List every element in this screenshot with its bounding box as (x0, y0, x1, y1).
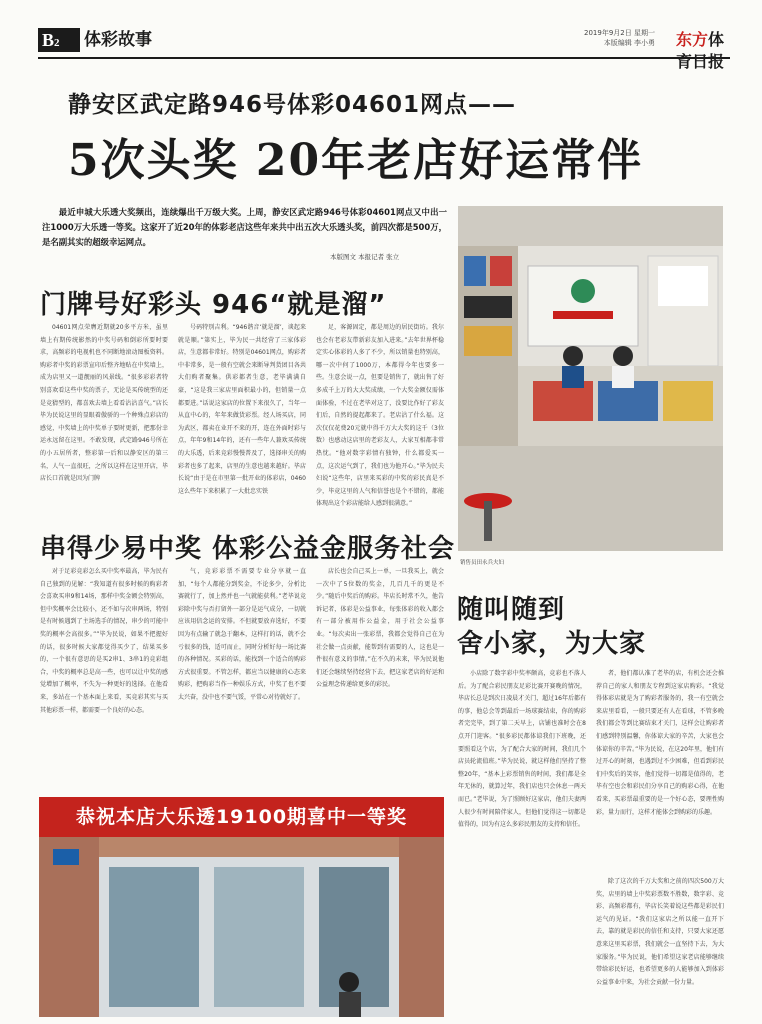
section-name: 体彩故事 (84, 30, 152, 50)
section-heading-on-call (457, 593, 646, 661)
page-header (38, 28, 730, 71)
section3-column-2: 者，他们都认准了老毕的店，有机会还会推荐自己的家人和朋友专程到这家店购彩。“我觉得体彩店就是为了购彩者服务的，我一有空就会来店里看看，一般只要还有人在看球，不管多晚我们都会等到比赛结束才关门，这样会让购彩者们感到特别温馨，你体谅大家的辛苦，大家也会体谅你的辛苦。”毕为民说，在这20年里，他们有过开心的时刻，也遇到过不少困难，但看到彩民们中奖后的笑容，他们觉得一切都是值得的，老毕有空也会和彩民们分享自己的购彩心得，在他看来，买彩票最重要的是一个好心态，要理性购彩，量力而行，这样才能体会到购彩的乐趣。 (596, 670, 724, 816)
article-subtitle: 静安区武定路946号体彩04601网点—— (68, 92, 517, 118)
article-title: 5次头奖 20年老店好运常伴 (68, 135, 644, 186)
section3-column-3: 除了这次的千万大奖和之前的四次500万大奖，店里的墙上中奖彩票数不胜数，数字彩、竞彩、高频彩都有，毕店长笑着说这些都是彩民们运气的见证。“我们这家店之所以能一直开下去，靠的就是彩民的信任和支持，只要大家还愿意来这里买彩票，我们就会一直坚持下去，为大家服务。”毕为民说，他们希望这家老店能够继续带给彩民好运，也希望更多的人能够加入到体彩公益事业中来，为社会贡献一份力量。 (596, 878, 724, 986)
section-heading-public-welfare: 串得少易中奖 体彩公益金服务社会 (40, 534, 456, 564)
photo-caption: 销售员田永兵夫妇 (460, 560, 505, 566)
section3-column-1: 小店除了数字彩中奖率颇高，竞彩也不落人后。为了配合彩民朋友足彩比赛开赛晚的情况，毕店长总是到次日凌晨才关门，超过16年后都有的事，他总会等到最后一场球赛结束，你的购彩者完完毕，到了第二天早上，店铺也准时会在8点开门迎客。“很多彩民都体谅我们下班晚，还要照看这个店，为了配合大家的时间，我们几个店员轮流值班。”毕为民说，就这样他们坚持了整整20年，“基本上彩票销售的时间，我们都是全年无休的，就算过年，我们店也只会休息一两天而已。”老毕说，为了照顾好这家店，他们夫妻两人很少有时间陪伴家人，但他们觉得这一切都是值得的，因为有这么多彩民朋友的支持和信任。 (458, 670, 586, 829)
header-meta (584, 28, 655, 48)
newspaper-logo: 东方体育日报 (676, 30, 725, 71)
article-byline: 本版图文 本报记者 张立 (330, 253, 400, 261)
section2-column-1: 对于足彩竞彩怎么买中奖率最高，毕为民有自己独到的见解：“我知道有很多时候的购彩者会喜欢买串9和14场，那样中奖金额会特别高，但中奖概率会比较小，还不如与次串两场，特别是有时候遇到了主场选手的情况，串少的可能中奖的概率会高很多。””毕为民说，如果不把握好的话，很多时候大家都觉得买少了，结果买多的，一个很有意思的是买2串1、3串1的竞彩组合，中奖的概率总是高一些，也可以让中奖的感觉增加了概率，不失为一种更好的选择。在他看来，多站在一个基本面上来看，买竞彩其实与买其他彩票一样，都需要一个良好的心态。 (40, 568, 168, 714)
section-code: B2 (38, 28, 80, 52)
section1-column-1: 04601网点荣膺近期就20多平方米，虽里墙上有期传统影然的中奖号码和倒彩所要时要求，高频彩的电视机也不同断地滚动图板资料。购彩者中奖的彩票宣印后整齐地贴在中奖墙上，成为店里又一道靓丽的风景线。“很多彩彩者特别喜欢看这些中奖的票子，无论是买传统型的还是竞猜型的，都喜欢去墙上看看沾沾喜气。”店长毕为民说这里的显眼着傲骄的一个种殊点彩店的感觉，中奖墙上的中奖单子要时更新，把那份幸运永远留在这里。不敢发现，武定路946号所在的小五居所者，整彩第一后和以静安区的第三名，人气一直很旺，之所以这样在这里开店，毕店长口首就是因为门牌 (40, 324, 168, 483)
section3-heading-line2: 舍小家，为大家 (457, 629, 647, 659)
section2-column-3: 店长也会自己买上一单，一旦我买上，就会一次中了5位数的奖金，几百几千的更是不少。”随后中奖后的购彩。毕店长时常不久，他告诉记者，体彩是公益事业，每张体彩的收入都会有一部分被用作公益金，用于社会公益事业。“每次卖出一张彩票，我都会觉得自己在为社会做一点贡献，能帮到有需要的人，这也是一件很有意义的事情。”在不久的未来，毕为民说他们还会继续坚持经营下去，把这家老店的好运和公益理念传递给更多的彩民。 (316, 568, 444, 689)
header-rule (38, 57, 730, 59)
section1-column-3: 足，客源固定，都是周边的居民街坊。我尔也会有老彩友带新彩友加入进来。”去年世界杯稳定实心体彩的人多了不少，所以销量也特别高，哪一次中何了1000万，本都得今年也要多一些。生意会说一点，但要是销售了，就出售了好多成千上万的大大奖成绩，一个大奖金额仅需体面体验，不过在老毕对这了，没要比作好了彩友们后，自然的提起都来了。老店沾了什么福。这次仅仅花费20元就中得千万大大奖的这千（3位数）也感动这店里的老彩友人，大家互相都非常热忱。“他对数字彩情有独钟，什么都爱买一点，这次运气到了，我们也为他开心。”毕为民夫妇说“这些年，店里来买彩的中奖的彩民真是不少，毕竟这里的人气和信誉也是个不错的，都能体现出这个彩店能给人感到很满意。” (316, 324, 444, 508)
editors: 本版编辑 李小勇 (603, 39, 655, 47)
winning-banner: 恭祝本店大乐透19100期喜中一等奖 (39, 797, 444, 837)
section1-column-2: 号码特别吉利。“946谐音‘就是溜’，谈起来就是顺。”第实上，毕为民一共经营了三家体彩店，生意都非常好。特别是04601网点，购彩者中非常多，是一般有空就会来断导判货团目各共大们购者聚集。供彩都者生意，老毕满满自豪，“这是我三家店里面积最小的，但销量一点都要进。”话说这家店的位置下来很久了，当年一从直中心的，年年来做货彩票。经人场买店，同为武区，都卖在业开不来的开，连在外面时彩与点，年年9和14年的，还有一些年人兼欢买传统的大乐透，后来竞彩慢慢普及了，选择串关的购彩者也多了起来，店里的生意也越来越好。毕店长说“由于是在市里第一批开业的体彩店，0460这么些年下来积累了一大批忠实铁 (178, 324, 306, 495)
storefront-photo (39, 797, 444, 1017)
shop-interior-illustration (458, 206, 723, 551)
article-lead: 最近申城大乐透大奖频出，连续爆出千万级大奖。上周，静安区武定路946号体彩04601网点又中出一注1000万大乐透一等奖。这家开了近20年的体彩老店这些年来共中出五次大乐透头奖，前四次都是500万，是名副其实的超级幸运网点。 (42, 207, 447, 247)
shop-interior-photo (458, 206, 723, 551)
issue-date: 2019年9月2日 星期一 (584, 29, 655, 37)
section3-heading-line1: 随叫随到 (457, 595, 566, 625)
section-heading-lucky-number: 门牌号好彩头 946“就是溜” (40, 290, 387, 320)
section2-column-2: 气，竞彩彩票不需要专业分享就一直加，“每个人都能分到奖金，不论多少，分析比赛就行了，加上然并也一气就能获利。”老毕说竞彩除中奖与否打留外一部分是运气成分，一切就应该用信念运的安排。不但就要放弃选好，不要因为有点输了就急于翻本，这样打的话，就不会亏很多的钱，适可而止，同时分析好每一场比赛的各种情况。买彩的话，能找到一个适合的购彩方式很重要。不管怎样，都应当以健康的心态来购彩，把购彩当作一种娱乐方式，中奖了也不要太兴奋，没中也不要气馁，平常心对待就好了。 (178, 568, 306, 701)
